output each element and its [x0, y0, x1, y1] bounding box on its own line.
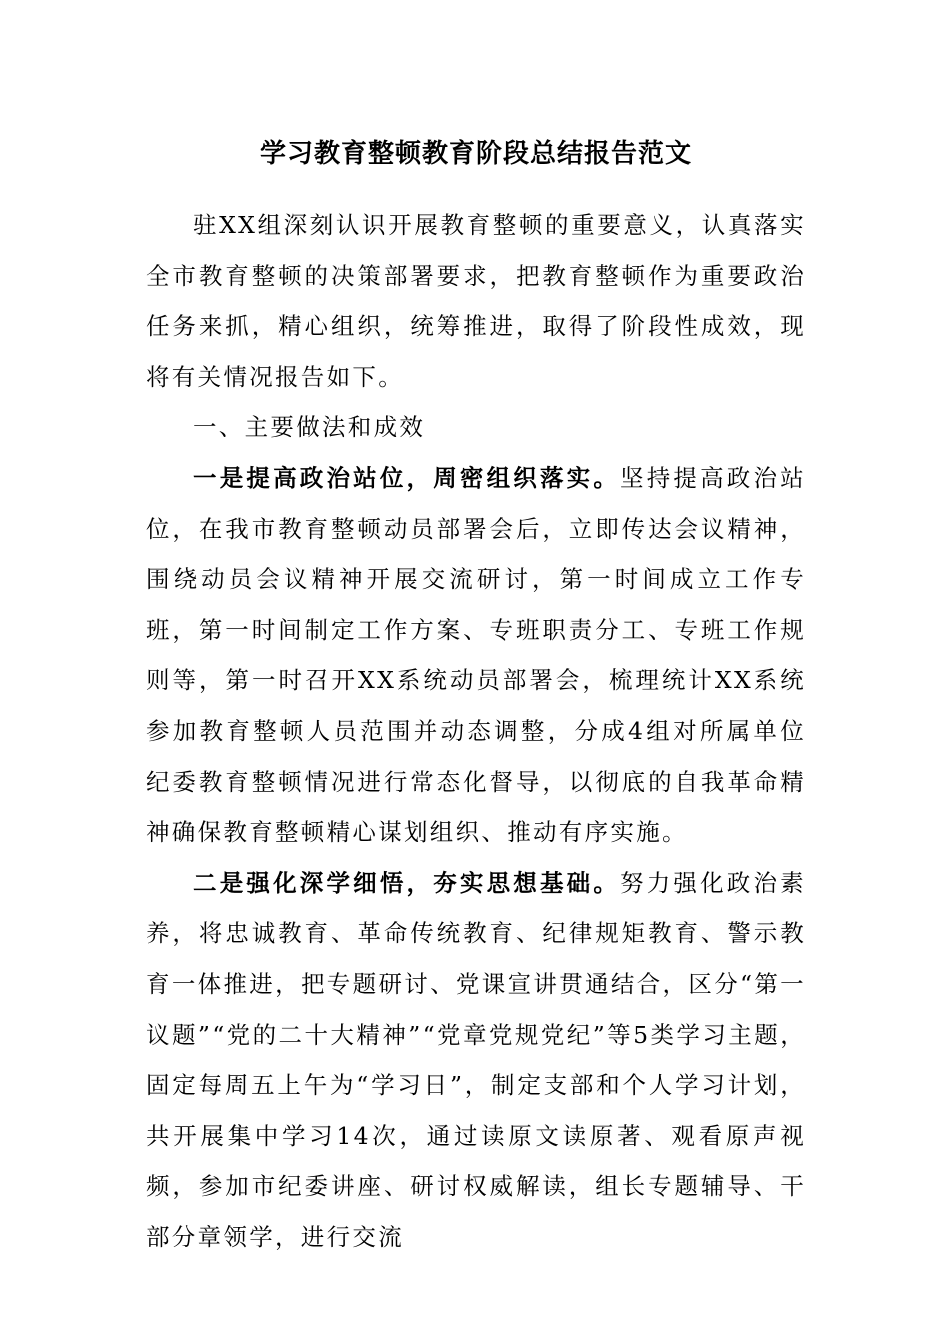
point-lead-2: 二是强化深学细悟，夯实思想基础。: [193, 868, 621, 897]
point-body-2: 努力强化政治素养，将忠诚教育、革命传统教育、纪律规矩教育、警示教育一体推进，把专题研讨、党课宣讲贯通结合，区分“第一议题”“党的二十大精神”“党章党规党纪”等5类学习主题，固定每周五上午为“学习日”，制定支部和个人学习计划，共开展集中学习14次，通过读原文读原著、观看原声视频，参加市纪委讲座、研讨权威解读，组长专题辅导、干部分章领学，进行交流: [146, 868, 806, 1251]
intro-paragraph: 驻XX组深刻认识开展教育整顿的重要意义，认真落实全市教育整顿的决策部署要求，把教育整顿作为重要政治任务来抓，精心组织，统筹推进，取得了阶段性成效，现将有关情况报告如下。: [146, 211, 806, 391]
point-lead-1: 一是提高政治站位，周密组织落实。: [193, 463, 621, 492]
section-heading: 一、主要做法和成效: [193, 413, 426, 442]
point-paragraph-2: [146, 858, 806, 1263]
document-title: 学习教育整顿教育阶段总结报告范文: [259, 139, 692, 169]
point-body-1: 坚持提高政治站位，在我市教育整顿动员部署会后，立即传达会议精神，围绕动员会议精神开展交流研讨，第一时间成立工作专班，第一时间制定工作方案、专班职责分工、专班工作规则等，第一时召开XX系统动员部署会，梳理统计XX系统参加教育整顿人员范围并动态调整，分成4组对所属单位纪委教育整顿情况进行常态化督导，以彻底的自我革命精神确保教育整顿精心谋划组织、推动有序实施。: [146, 463, 806, 847]
point-paragraph-1: [146, 453, 806, 858]
document-page: [146, 120, 806, 1262]
